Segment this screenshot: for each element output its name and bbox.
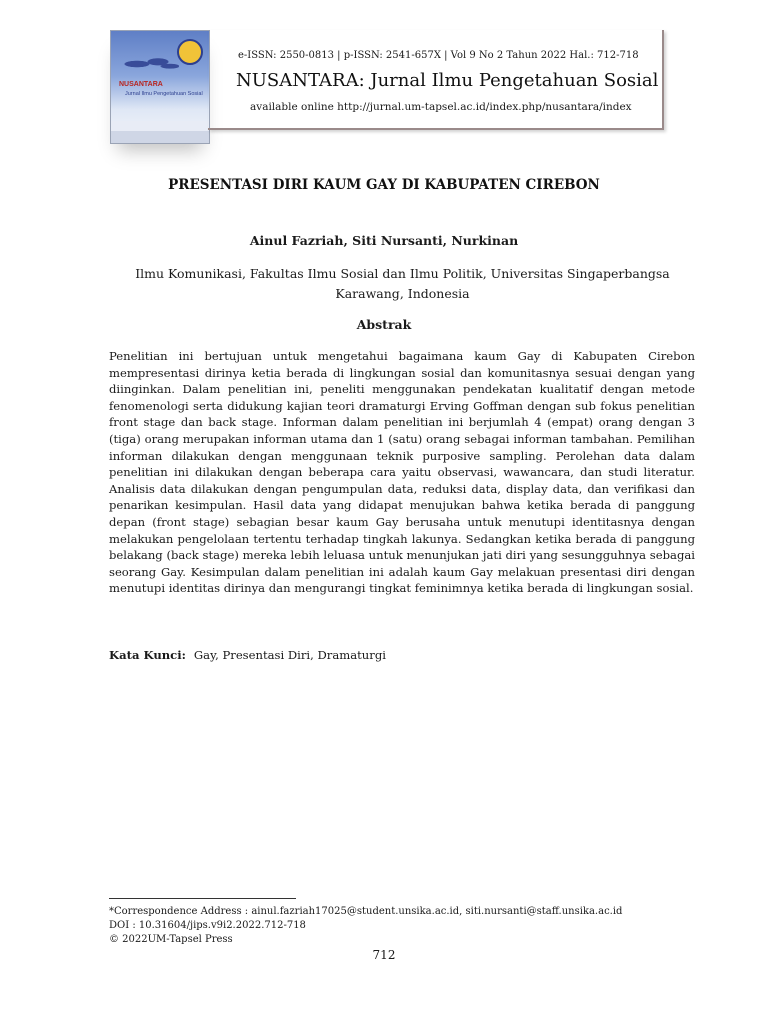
- keywords-value: Gay, Presentasi Diri, Dramaturgi: [193, 648, 386, 662]
- cover-subtitle: Jurnal Ilmu Pengetahuan Sosial: [125, 91, 203, 97]
- author-affiliation: Ilmu Komunikasi, Fakultas Ilmu Sosial dan Ilmu Politik, Universitas Singaperbangsa Karawang, Indonesia: [135, 266, 670, 301]
- cover-band: [111, 121, 209, 131]
- footnote-divider: [109, 898, 296, 899]
- page-number: 712: [372, 948, 396, 962]
- university-seal-icon: [177, 39, 203, 65]
- journal-title: NUSANTARA: Jurnal Ilmu Pengetahuan Sosial: [236, 70, 659, 91]
- copyright-footnote: © 2022UM-Tapsel Press: [109, 934, 233, 945]
- paper-title: PRESENTASI DIRI KAUM GAY DI KABUPATEN CIREBON: [168, 177, 600, 193]
- cover-title: NUSANTARA: [119, 81, 163, 88]
- map-graphic-icon: [119, 53, 179, 75]
- doi-footnote: DOI : 10.31604/jips.v9i2.2022.712-718: [109, 920, 306, 931]
- author-list: Ainul Fazriah, Siti Nursanti, Nurkinan: [249, 233, 519, 248]
- abstract-heading: Abstrak: [356, 317, 412, 332]
- abstract-text: Penelitian ini bertujuan untuk mengetahui bagaimana kaum Gay di Kabupaten Cirebon mempresentasi dirinya ketia berada di lingkungan sosial dan komunitasnya sesuai dengan yang diinginkan. Dalam penelitian ini, peneliti menggunakan pendekatan kualitatif dengan metode fenomenologi serta didukung kajian teori dramaturgi Erving Goffman dengan sub fokus penelitian front stage dan back stage. Informan dalam penelitian ini berjumlah 4 (empat) orang dengan 3 (tiga) orang merupakan informan utama dan 1 (satu) orang sebagai informan tambahan. Pemilihan informan dilakukan dengan menggunaan teknik purposive sampling. Perolehan data dalam penelitian ini dilakukan dengan beberapa cara yaitu observasi, wawancara, dan studi literatur. Analisis data dilakukan dengan pengumpulan data, reduksi data, display data, dan verifikasi dan penarikan kesimpulan. Hasil data yang didapat menujukan bahwa ketika berada di panggung depan (front stage) sebagian besar kaum Gay berusaha untuk menutupi identitasnya dengan melakukan pengelolaan tertentu terhadap tingkah lakunya. Sedangkan ketika berada di panggung belakang (back stage) mereka lebih leluasa untuk menunjukan jati diri yang sesungguhnya sebagai seorang Gay. Kesimpulan dalam penelitian ini adalah kaum Gay melakuan presentasi diri dengan menutupi identitas dirinya dan mengurangi tingkat feminimnya ketika berada di lingkungan sosial.: [109, 349, 695, 596]
- journal-cover-thumbnail: [110, 30, 210, 144]
- correspondence-footnote: *Correspondence Address : ainul.fazriah17025@student.unsika.ac.id, siti.nursanti@staff.unsika.ac.id: [109, 906, 623, 917]
- issn-line: e-ISSN: 2550-0813 | p-ISSN: 2541-657X | Vol 9 No 2 Tahun 2022 Hal.: 712-718: [238, 50, 639, 61]
- journal-url[interactable]: available online http://jurnal.um-tapsel.ac.id/index.php/nusantara/index: [250, 101, 632, 113]
- keywords-label: Kata Kunci:: [109, 648, 186, 662]
- keywords-line: [109, 648, 386, 662]
- cover-footer-band: [111, 131, 209, 143]
